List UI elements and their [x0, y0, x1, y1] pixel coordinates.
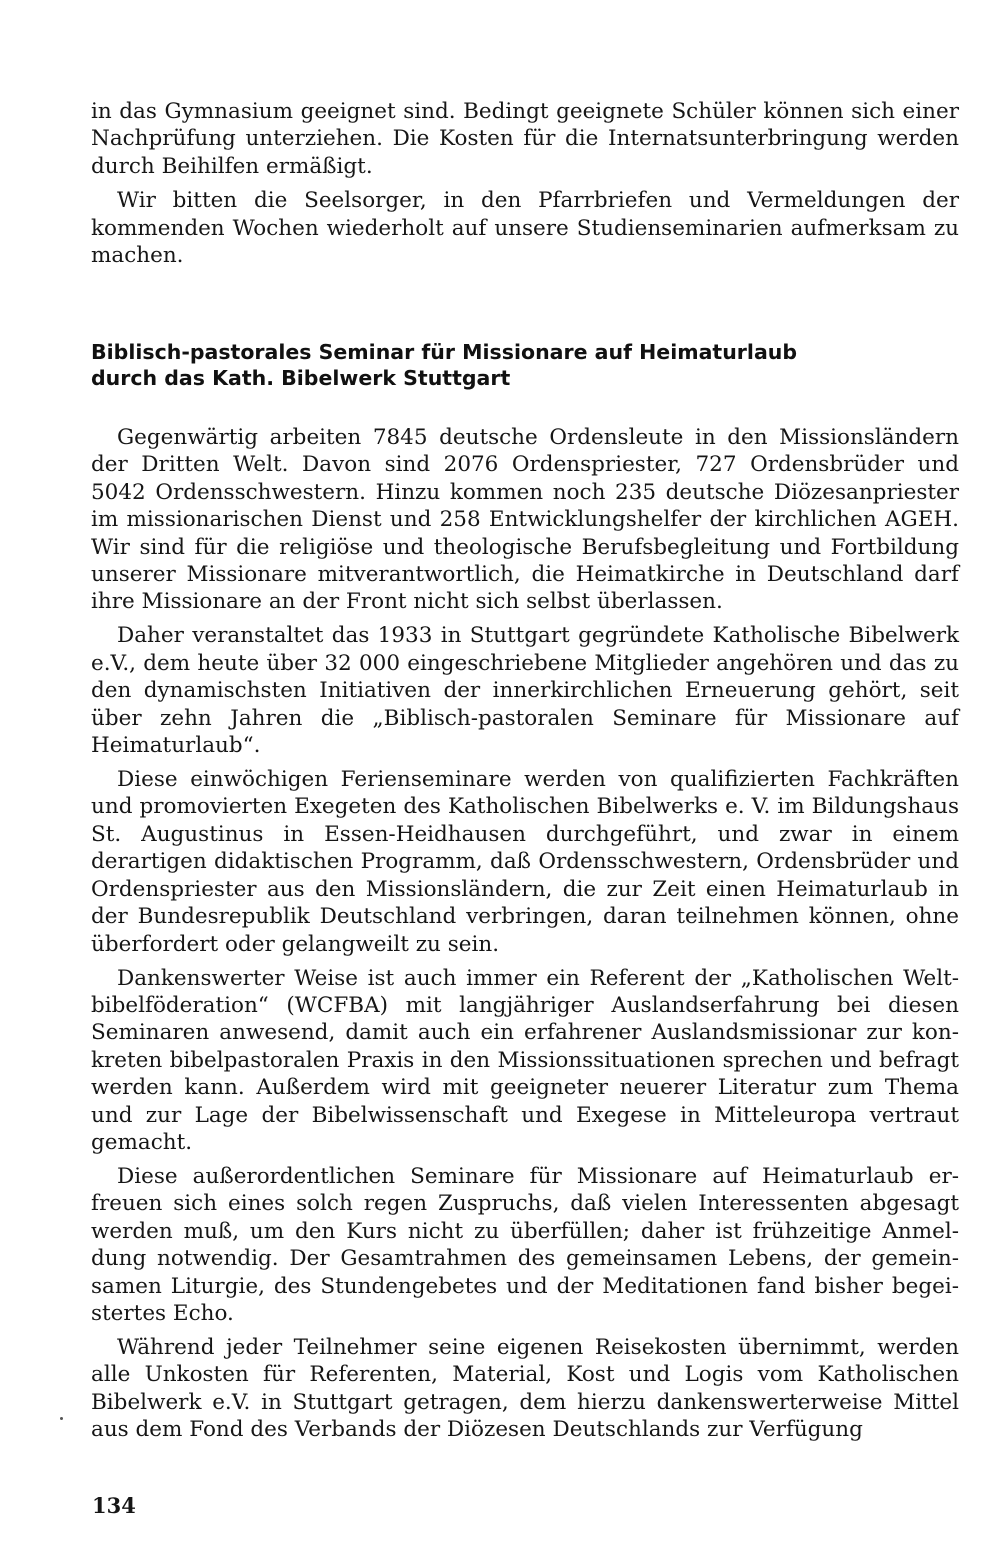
article-paragraph-5: Diese außerordentlichen Seminare für Missionare auf Heimaturlaub erfreuen sich eines solch regen Zuspruchs, daß vielen Interessenten abgesagt werden muß, um den Kurs nicht zu überfüllen; daher ist frühzeitige Anmeldung notwendig. Der Gesamtrahmen des gemeinsamen Lebens, der gemeinsamen Liturgie, des Stundengebetes und der Meditationen fand bisher begeistertes Echo. — [91, 1163, 959, 1326]
page-number: 134 — [92, 1493, 136, 1518]
intro-paragraph-2: Wir bitten die Seelsorger, in den Pfarrbriefen und Vermeldungen der kommenden Wochen wiederholt auf unsere Studienseminarien aufmerksam zu machen. — [91, 188, 959, 269]
article-body — [91, 424, 959, 1444]
intro-paragraph-1: in das Gymnasium geeignet sind. Bedingt geeignete Schüler können sich einer Nachprüfung unterziehen. Die Kosten für die Internatsunterbringung werden durch Beihilfen ermäßigt. — [91, 99, 959, 179]
article-heading — [91, 339, 959, 391]
article-paragraph-3: Diese einwöchigen Ferienseminare werden von qualifizierten Fachkräften und promovierten Exegeten des Katholischen Bibelwerks e. V. im Bildungshaus St. Augustinus in Essen-Heidhausen durchgeführt, und zwar in einem derartigen didaktischen Programm, daß Ordensschwestern, Ordensbrüder und Ordenspriester aus den Missionsländern, die zur Zeit einen Heimaturlaub in der Bundesrepublik Deutschland verbringen, daran teilnehmen können, ohne überfordert oder gelangweilt zu sein. — [91, 767, 959, 957]
scan-speck — [60, 1417, 63, 1420]
article-heading-line-1: Biblisch-pastorales Seminar für Missionare auf Heimaturlaub — [91, 340, 798, 364]
article-paragraph-1: Gegenwärtig arbeiten 7845 deutsche Ordensleute in den Missionsländern der Dritten Welt. Davon sind 2076 Ordenspriester, 727 Ordensbrüder und 5042 Ordensschwestern. Hinzu kommen noch 235 deutsche Diözesanpriester im missionarischen Dienst und 258 Entwicklungshelfer der kirchlichen AGEH. Wir sind für die religiöse und theologische Berufsbegleitung und Fortbildung unserer Missionare mitverantwortlich, die Heimatkirche in Deutschland darf ihre Missionare an der Front nicht sich selbst überlassen. — [91, 425, 959, 615]
article-paragraph-2: Daher veranstaltet das 1933 in Stuttgart gegründete Katholische Bibelwerk e.V., dem heute über 32 000 eingeschriebene Mitglieder angehören und das zu den dynamischsten Initiativen der innerkirchlichen Erneuerung gehört, seit über zehn Jahren die „Biblisch-pastoralen Seminare für Missionare auf Heimaturlaub“. — [91, 623, 959, 759]
article-paragraph-6: Während jeder Teilnehmer seine eigenen Reisekosten übernimmt, werden alle Unkosten für Referenten, Material, Kost und Logis vom Katholischen Bibelwerk e.V. in Stuttgart getragen, dem hierzu dankenswerterweise Mittel aus dem Fond des Verbands der Diözesen Deutschlands zur Verfügung — [91, 1334, 959, 1443]
article-heading-line-2: durch das Kath. Bibelwerk Stuttgart — [91, 366, 511, 390]
article-paragraph-4: Dankenswerter Weise ist auch immer ein Referent der „Katholischen Weltbibelföderation“ (WCFBA) mit langjähriger Auslandserfahrung bei diesen Seminaren anwesend, damit auch ein erfahrener Auslandsmissionar zur konkreten bibelpastoralen Praxis in den Missionssituationen sprechen und befragt werden kann. Außerdem wird mit geeigneter neuerer Literatur zum Thema und zur Lage der Bibelwissenschaft und Exegese in Mitteleuropa vertraut gemacht. — [91, 965, 959, 1155]
intro-section — [91, 98, 959, 269]
